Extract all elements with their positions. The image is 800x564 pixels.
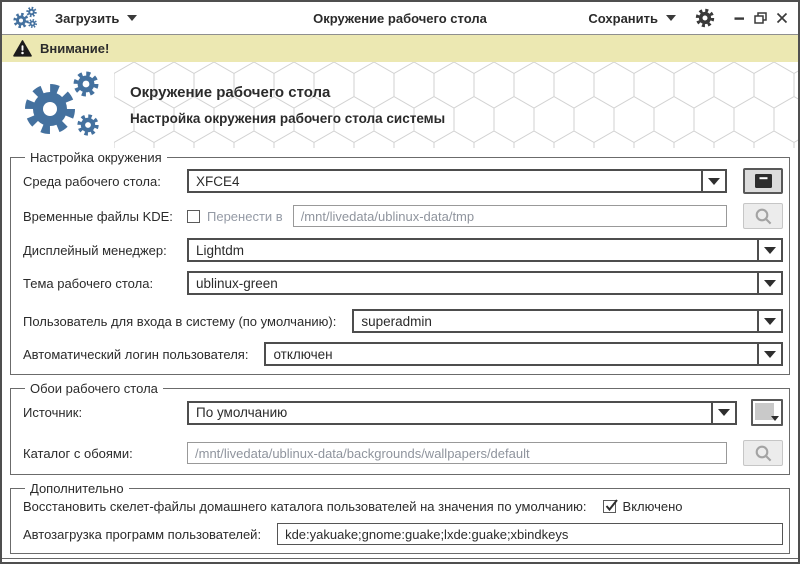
autostart-label: Автозагрузка программ пользователей: [23, 526, 262, 542]
save-button-label: Сохранить [588, 10, 658, 26]
wallpaper-catalog-row [23, 440, 783, 466]
display-manager-row [23, 238, 783, 262]
wallpaper-group [10, 381, 790, 475]
restore-skel-label: Восстановить скелет-файлы домашнего каталога пользователей на значения по умолчанию: [23, 499, 587, 514]
page-header [2, 62, 798, 148]
wallpaper-catalog-input[interactable] [187, 442, 727, 464]
restore-skel-checkbox[interactable] [603, 500, 616, 513]
wallpaper-group-legend: Обои рабочего стола [30, 381, 158, 396]
minimize-button[interactable] [734, 13, 745, 24]
close-button[interactable] [776, 12, 788, 24]
desktop-theme-select[interactable] [187, 271, 783, 295]
load-button-label: Загрузить [55, 10, 120, 26]
display-manager-select[interactable] [187, 238, 783, 262]
auto-login-label: Автоматический логин пользователя: [23, 346, 249, 362]
desktop-env-value: XFCE4 [196, 173, 240, 189]
autostart-input[interactable] [277, 523, 783, 545]
desktop-env-row [23, 168, 783, 194]
chevron-down-icon [127, 15, 137, 21]
wallpaper-preview-dropdown-button[interactable] [751, 399, 783, 426]
auto-login-select[interactable] [264, 342, 783, 366]
wallpaper-source-value: По умолчанию [196, 405, 288, 420]
auto-login-row [23, 342, 783, 366]
chevron-down-icon[interactable] [757, 344, 781, 364]
chevron-down-icon[interactable] [757, 311, 781, 331]
chevron-down-icon[interactable] [711, 403, 735, 423]
warning-text: Внимание! [40, 41, 110, 56]
page-title: Окружение рабочего стола [130, 84, 331, 101]
desktop-theme-value: ublinux-green [196, 275, 278, 291]
browse-wallpaper-button[interactable] [743, 440, 783, 466]
chevron-down-icon[interactable] [701, 171, 725, 191]
wallpaper-source-select[interactable] [187, 401, 737, 425]
page-subtitle: Настройка окружения рабочего стола системы [130, 111, 446, 126]
restore-skel-row [23, 499, 783, 514]
search-icon [754, 444, 773, 463]
wallpaper-source-row [23, 399, 783, 426]
status-bar [2, 558, 798, 564]
checkmark-icon [604, 498, 619, 513]
app-gears-icon [12, 6, 39, 31]
archive-button[interactable] [743, 168, 783, 194]
desktop-theme-row [23, 271, 783, 295]
additional-group [10, 481, 790, 554]
environment-group [10, 150, 790, 375]
chevron-down-icon [771, 416, 779, 421]
desktop-env-select[interactable] [187, 169, 727, 193]
load-button[interactable] [55, 11, 137, 26]
titlebar [2, 2, 798, 35]
window-title: Окружение рабочего стола [313, 10, 487, 26]
default-login-user-select[interactable] [352, 309, 783, 333]
kde-tmp-label: Временные файлы KDE: [23, 208, 173, 224]
chevron-down-icon[interactable] [757, 240, 781, 260]
chevron-down-icon[interactable] [757, 273, 781, 293]
kde-tmp-row [23, 203, 783, 229]
save-button[interactable] [588, 11, 676, 26]
search-icon [754, 207, 773, 226]
auto-login-value: отключен [273, 346, 333, 362]
settings-gear-icon[interactable] [694, 7, 716, 29]
desktop-env-label: Среда рабочего стола: [23, 173, 161, 189]
warning-triangle-icon [13, 40, 32, 57]
maximize-button[interactable] [754, 12, 767, 24]
wallpaper-source-label: Источник: [23, 405, 83, 420]
gears-icon [20, 69, 108, 141]
default-login-user-row [23, 309, 783, 333]
additional-group-legend: Дополнительно [30, 481, 124, 496]
move-tmp-checkbox[interactable] [187, 210, 200, 223]
warning-banner [2, 35, 798, 62]
default-login-user-value: superadmin [361, 313, 432, 329]
kde-tmp-path-input[interactable] [293, 205, 727, 227]
restore-skel-checkbox-label: Включено [622, 499, 683, 514]
autostart-row [23, 523, 783, 545]
default-login-user-label: Пользователь для входа в систему (по умолчанию): [23, 313, 337, 329]
display-manager-value: Lightdm [196, 242, 245, 258]
chevron-down-icon [666, 15, 676, 21]
environment-group-legend: Настройка окружения [30, 150, 162, 165]
wallpaper-catalog-label: Каталог с обоями: [23, 445, 133, 461]
move-tmp-checkbox-label: Перенести в [207, 208, 283, 224]
browse-tmp-button[interactable] [743, 203, 783, 229]
desktop-theme-label: Тема рабочего стола: [23, 275, 154, 291]
archive-box-icon [754, 173, 773, 189]
display-manager-label: Дисплейный менеджер: [23, 242, 167, 258]
